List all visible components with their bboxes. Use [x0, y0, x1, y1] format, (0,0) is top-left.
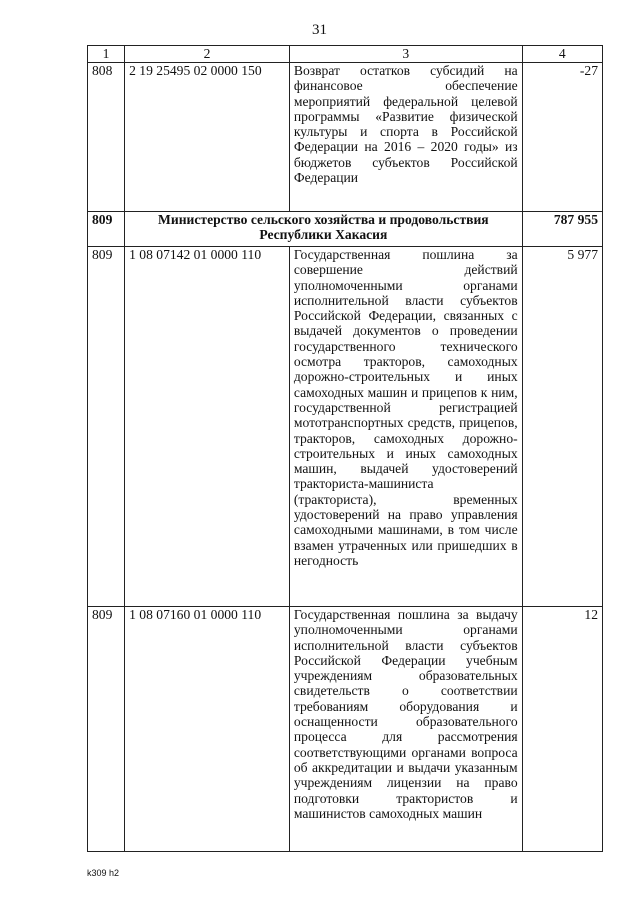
header-col-4: 4 [522, 46, 602, 63]
kbk-code-cell: 1 08 07160 01 0000 110 [125, 607, 290, 852]
table-row [88, 247, 603, 607]
table-header-row [88, 46, 603, 63]
header-col-2: 2 [125, 46, 290, 63]
ministry-name-cell: Министерство сельского хозяйства и продовольствия Республики Хакасия [125, 212, 523, 247]
kbk-code-cell: 2 19 25495 02 0000 150 [125, 63, 290, 212]
amount-cell: 5 977 [522, 247, 602, 607]
amount-cell: 12 [522, 607, 602, 852]
revenue-name-cell: Государственная пошлина за совершение действий уполномоченными органами исполнительной власти субъектов Российской Федерации, связанных с выдачей документов о проведении государственного технического осмотра тракторов, самоходных дорожно-строительных и иных самоходных машин и прицепов к ним, государственной регистрацией мототранспортных средств, прицепов, тракторов, самоходных дорожно-строительных и иных самоходных машин, выдачей удостоверений тракториста-машиниста (тракториста), временных удостоверений на право управления самоходными машинами, в том числе взамен утраченных или пришедших в негодность [289, 247, 522, 607]
revenue-name-cell: Государственная пошлина за выдачу уполномоченными органами исполнительной власти субъектов Российской Федерации учебным учреждениям образовательных свидетельств о соответствии требованиям оборудования и оснащенности образовательного процесса для рассмотрения соответствующими органами вопроса об аккредитации и выдачи указанным учреждениям лицензии на право подготовки трактористов и машинистов самоходных машин [289, 607, 522, 852]
header-col-1: 1 [88, 46, 125, 63]
ministry-row [88, 212, 603, 247]
footer-code: k309 h2 [87, 868, 120, 878]
amount-cell: -27 [522, 63, 602, 212]
table-row [88, 63, 603, 212]
kbk-code-cell: 1 08 07142 01 0000 110 [125, 247, 290, 607]
header-col-3: 3 [289, 46, 522, 63]
page-number: 31 [312, 22, 327, 38]
admin-code-cell: 809 [88, 247, 125, 607]
admin-code-cell: 809 [88, 212, 125, 247]
ministry-total-cell: 787 955 [522, 212, 602, 247]
admin-code-cell: 809 [88, 607, 125, 852]
revenue-table [87, 45, 603, 852]
admin-code-cell: 808 [88, 63, 125, 212]
revenue-name-cell: Возврат остатков субсидий на финансовое обеспечение мероприятий федеральной целевой программы «Развитие физической культуры и спорта в Российской Федерации на 2016 – 2020 годы» из бюджетов субъектов Российской Федерации [289, 63, 522, 212]
table-row [88, 607, 603, 852]
